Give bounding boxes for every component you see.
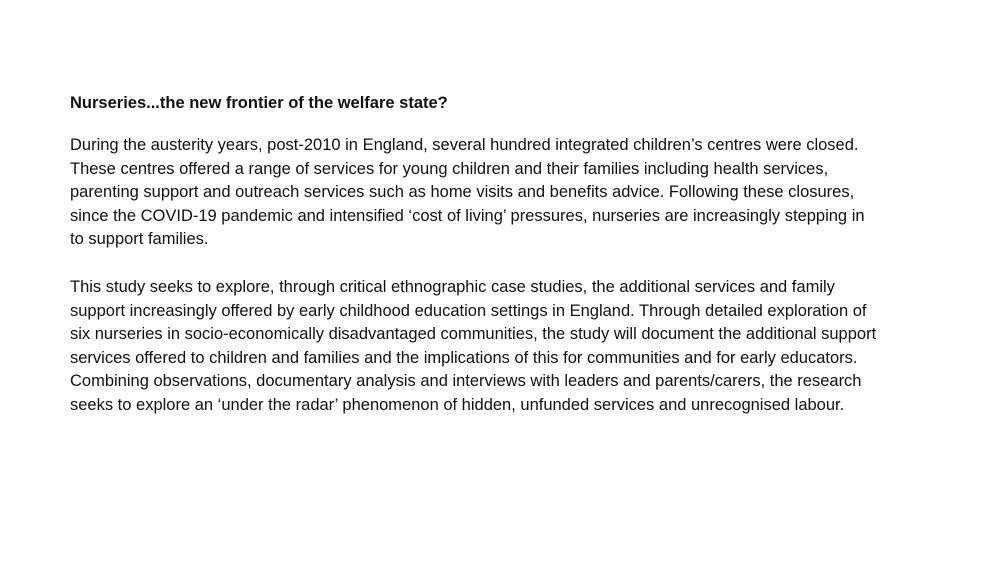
paragraph-line: During the austerity years, post-2010 in England, several hundred integrated children’s centres were closed. <box>70 136 859 154</box>
paragraph-line: since the COVID-19 pandemic and intensified ‘cost of living’ pressures, nurseries are increasingly stepping in <box>70 206 865 225</box>
document-title: Nurseries...the new frontier of the welfare state? <box>70 94 448 112</box>
paragraph-line: services offered to children and families and the implications of this for communities and for early educators. <box>70 348 858 367</box>
paragraph-1 <box>70 134 940 252</box>
paragraph-line: to support families. <box>70 230 209 249</box>
paragraph-line: six nurseries in socio-economically disadvantaged communities, the study will document the additional support <box>70 325 877 344</box>
paragraph-line: support increasingly offered by early childhood education settings in England. Through detailed exploration of <box>70 301 867 320</box>
paragraph-line: These centres offered a range of services for young children and their families including health services, <box>70 159 829 178</box>
paragraph-line: Combining observations, documentary analysis and interviews with leaders and parents/carers, the research <box>70 372 862 391</box>
paragraph-line: seeks to explore an ‘under the radar’ phenomenon of hidden, unfunded services and unrecognised labour. <box>70 395 845 414</box>
paragraph-line: This study seeks to explore, through critical ethnographic case studies, the additional services and family <box>70 277 835 296</box>
document-body <box>70 91 940 442</box>
paragraph-2 <box>70 276 940 418</box>
paragraph-line: parenting support and outreach services such as home visits and benefits advice. Following these closures, <box>70 183 855 202</box>
